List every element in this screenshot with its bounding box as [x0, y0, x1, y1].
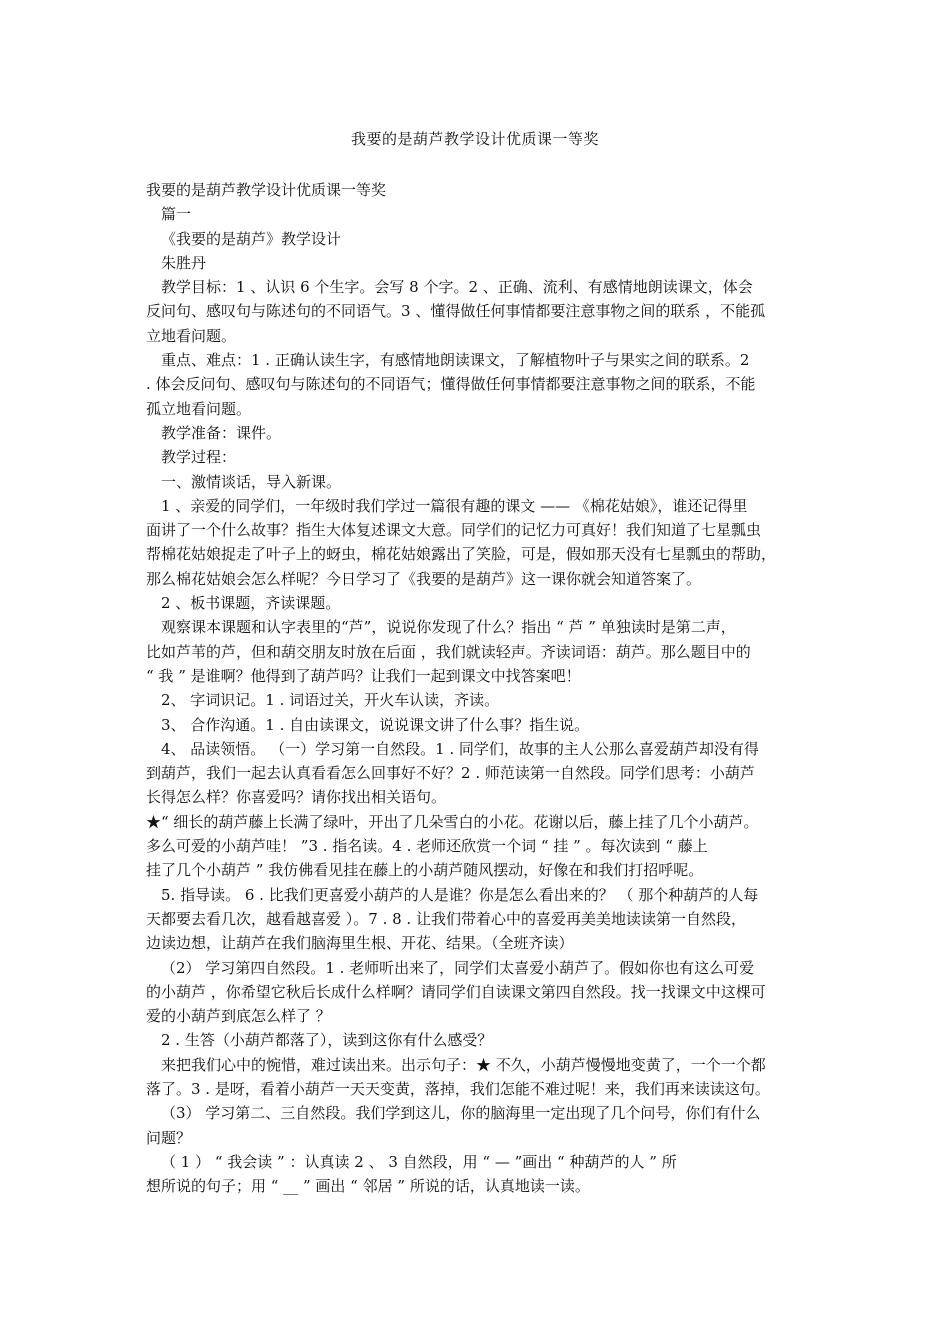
text-line: 2 、板书课题，齐读课题。 — [161, 594, 341, 613]
document-body — [146, 178, 822, 1198]
text-line: 那么棉花姑娘会怎么样呢？今日学习了《我要的是葫芦》这一课你就会知道答案了。 — [146, 569, 702, 588]
text-line: 反问句、感叹句与陈述句的不同语气。3 、懂得做任何事情都要注意事物之间的联系 ，不能孤 — [146, 302, 766, 321]
text-line: 想所说的句子；用 “ __ ” 画出 “ 邻居 ” 所说的话，认真地读一读。 — [146, 1177, 590, 1196]
text-line: 多么可爱的小葫芦哇！ ”3 . 指名读。4 . 老师还欣赏一个词 “ 挂 ” 。每次读到 “ 藤上 — [146, 837, 708, 856]
text-line: 我要的是葫芦教学设计优质课一等奖 — [146, 181, 387, 199]
text-line: 的小葫芦 ，你希望它秋后长成什么样啊？请同学们自读课文第四自然段。找一找课文中这棵可 — [146, 982, 766, 1001]
text-line: 1 、亲爱的同学们，一年级时我们学过一篇很有趣的课文 —— 《棉花姑娘》，谁还记得里 — [161, 496, 748, 515]
text-line: 孤立地看问题。 — [146, 399, 252, 418]
document-title: 我要的是葫芦教学设计优质课一等奖 — [350, 130, 599, 148]
text-line: 观察课本课题和认字表里的“芦”，说说你发现了什么？指出 “ 芦 ” 单独读时是第二声， — [161, 618, 736, 637]
text-line: 2 . 生答（小葫芦都落了），读到这你有什么感受？ — [161, 1031, 493, 1050]
text-line: 比如芦苇的芦，但和葫交朋友时放在后面 ，我们就读轻声。齐读词语：葫芦。那么题目中的 — [146, 642, 751, 661]
text-line: ★“ 细长的葫芦藤上长满了绿叶，开出了几朵雪白的小花。花谢以后，藤上挂了几个小葫芦。 — [146, 812, 759, 831]
text-line: 落了。3 . 是呀，看着小葫芦一天天变黄，落掉，我们怎能不难过呢！来，我们再来读读这句。 — [146, 1079, 770, 1098]
text-line: “ 我 ” 是谁啊？他得到了葫芦吗？让我们一起到课文中找答案吧！ — [146, 666, 581, 685]
text-line: 篇一 — [161, 205, 192, 224]
text-line: 教学过程： — [161, 448, 237, 467]
text-line: 3、 合作沟通。1 . 自由读课文，说说课文讲了什么事？指生说。 — [161, 715, 590, 734]
text-line: 问题？ — [146, 1128, 192, 1147]
text-line: 天都要去看几次，越看越喜爱 ）。7 . 8 . 让我们带着心中的喜爱再美美地读读第一自然段， — [146, 909, 746, 928]
text-line: （ 1 ） “ 我会读 ” ：认真读 2 、 3 自然段，用 “ — ”画出 “ 种葫芦的人 ” 所 — [161, 1152, 677, 1171]
text-line: 4、 品读领悟。 （一）学习第一自然段。1 . 同学们，故事的主人公那么喜爱葫芦却没有得 — [161, 739, 759, 758]
text-line: 帮棉花姑娘捉走了叶子上的蚜虫，棉花姑娘露出了笑脸，可是，假如那天没有七星瓢虫的帮助， — [146, 545, 777, 564]
text-line: 到葫芦，我们一起去认真看看怎么回事好不好？2 . 师范读第一自然段。同学们思考：小葫芦 — [146, 764, 755, 783]
text-line: 一、激情谈话，导入新课。 — [161, 472, 342, 491]
text-line: （2） 学习第四自然段。1 . 老师听出来了，同学们太喜爱小葫芦了。假如你也有这么可爱 — [161, 958, 755, 977]
text-line: 5. 指导读。 6 . 比我们更喜爱小葫芦的人是谁？你是怎么看出来的？ （ 那个种葫芦的人每 — [161, 885, 759, 904]
text-line: （3） 学习第二、三自然段。我们学到这儿，你的脑海里一定出现了几个问号，你们有什么 — [161, 1104, 761, 1123]
text-line: 朱胜丹 — [161, 253, 207, 272]
text-line: 面讲了一个什么故事？指生大体复述课文大意。同学们的记忆力可真好！我们知道了七星瓢虫 — [146, 521, 762, 540]
text-line: 挂了几个小葫芦 ” 我仿佛看见挂在藤上的小葫芦随风摆动，好像在和我们打招呼呢。 — [146, 861, 704, 880]
text-line: 立地看问题。 — [146, 326, 237, 345]
text-line: 边读边想，让葫芦在我们脑海里生根、开花、结果。（全班齐读） — [146, 934, 574, 953]
text-line: 来把我们心中的惋惜，难过读出来。出示句子：★ 不久，小葫芦慢慢地变黄了，一个一个都 — [161, 1055, 766, 1074]
text-line: 爱的小葫芦到底怎么样了 ？ — [146, 1007, 331, 1026]
text-line: 《我要的是葫芦》教学设计 — [161, 229, 342, 248]
text-line: 长得怎么样？你喜爱吗？请你找出相关语句。 — [146, 788, 447, 807]
text-line: . 体会反问句、感叹句与陈述句的不同语气；懂得做任何事情都要注意事物之间的联系，不能 — [146, 375, 756, 394]
text-line: 重点、难点：1 . 正确认读生字，有感情地朗读课文，了解植物叶子与果实之间的联系。2 — [161, 351, 750, 370]
text-line: 2、 字词识记。1 . 词语过关，开火车认读，齐读。 — [161, 691, 500, 710]
text-line: 教学准备：课件。 — [161, 423, 282, 442]
text-line: 教学目标：1 、认识 6 个生字。会写 8 个字。2 、正确、流利、有感情地朗读课文，体会 — [161, 278, 753, 297]
